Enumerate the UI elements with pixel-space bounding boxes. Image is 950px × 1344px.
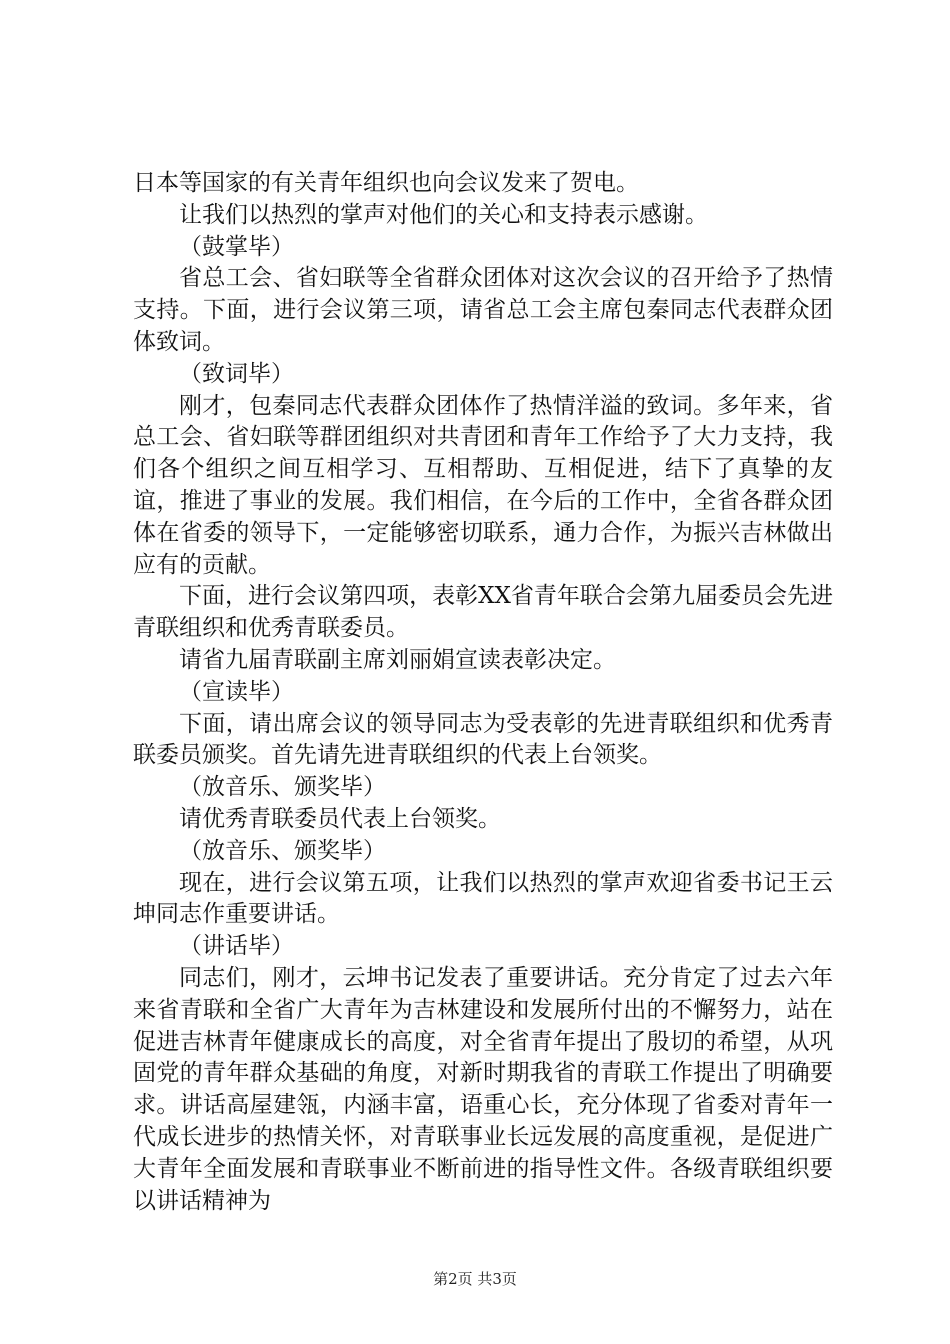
paragraph-7: 下面，进行会议第四项，表彰XX省青年联合会第九届委员会先进青联组织和优秀青联委员。 <box>133 583 833 642</box>
paragraph-8: 请省九届青联副主席刘丽娟宣读表彰决定。 <box>179 646 616 673</box>
paragraph-10: 下面，请出席会议的领导同志为受表彰的先进青联组织和优秀青联委员颁奖。首先请先进青联组织的代表上台领奖。 <box>133 710 833 769</box>
paragraph-16: 同志们，刚才，云坤书记发表了重要讲话。充分肯定了过去六年来省青联和全省广大青年为吉林建设和发展所付出的不懈努力，站在促进吉林青年健康成长的高度，对全省青年提出了殷切的希望，从巩固党的青年群众基础的角度，对新时期我省的青联工作提出了明确要求。讲话高屋建瓴，内涵丰富，语重心长，充分体现了省委对青年一代成长进步的热情关怀，对青联事业长远发展的高度重视，是促进广大青年全面发展和青联事业不断前进的指导性文件。各级青联组织要以讲话精神为 <box>133 964 833 1214</box>
paragraph-12: 请优秀青联委员代表上台领奖。 <box>179 805 501 832</box>
page-footer <box>0 1268 950 1289</box>
paragraph-3: （鼓掌毕） <box>179 233 294 260</box>
paragraph-5: （致词毕） <box>179 360 294 387</box>
paragraph-13: （放音乐、颁奖毕） <box>179 837 386 864</box>
paragraph-1: 日本等国家的有关青年组织也向会议发来了贺电。 <box>133 170 639 196</box>
paragraph-4: 省总工会、省妇联等全省群众团体对这次会议的召开给予了热情支持。下面，进行会议第三项，请省总工会主席包秦同志代表群众团体致词。 <box>133 265 833 355</box>
paragraph-15: （讲话毕） <box>179 933 294 960</box>
paragraph-9: （宣读毕） <box>179 678 294 705</box>
paragraph-2: 让我们以热烈的掌声对他们的关心和支持表示感谢。 <box>179 201 708 228</box>
document-body <box>133 168 833 1217</box>
paragraph-6: 刚才，包秦同志代表群众团体作了热情洋溢的致词。多年来，省总工会、省妇联等群团组织对共青团和青年工作给予了大力支持，我们各个组织之间互相学习、互相帮助、互相促进，结下了真挚的友谊，推进了事业的发展。我们相信，在今后的工作中，全省各群众团体在省委的领导下，一定能够密切联系，通力合作，为振兴吉林做出应有的贡献。 <box>133 392 833 578</box>
page-number-label: 第2页 共3页 <box>433 1270 517 1288</box>
paragraph-14: 现在，进行会议第五项，让我们以热烈的掌声欢迎省委书记王云坤同志作重要讲话。 <box>133 869 833 928</box>
paragraph-11: （放音乐、颁奖毕） <box>179 774 386 801</box>
